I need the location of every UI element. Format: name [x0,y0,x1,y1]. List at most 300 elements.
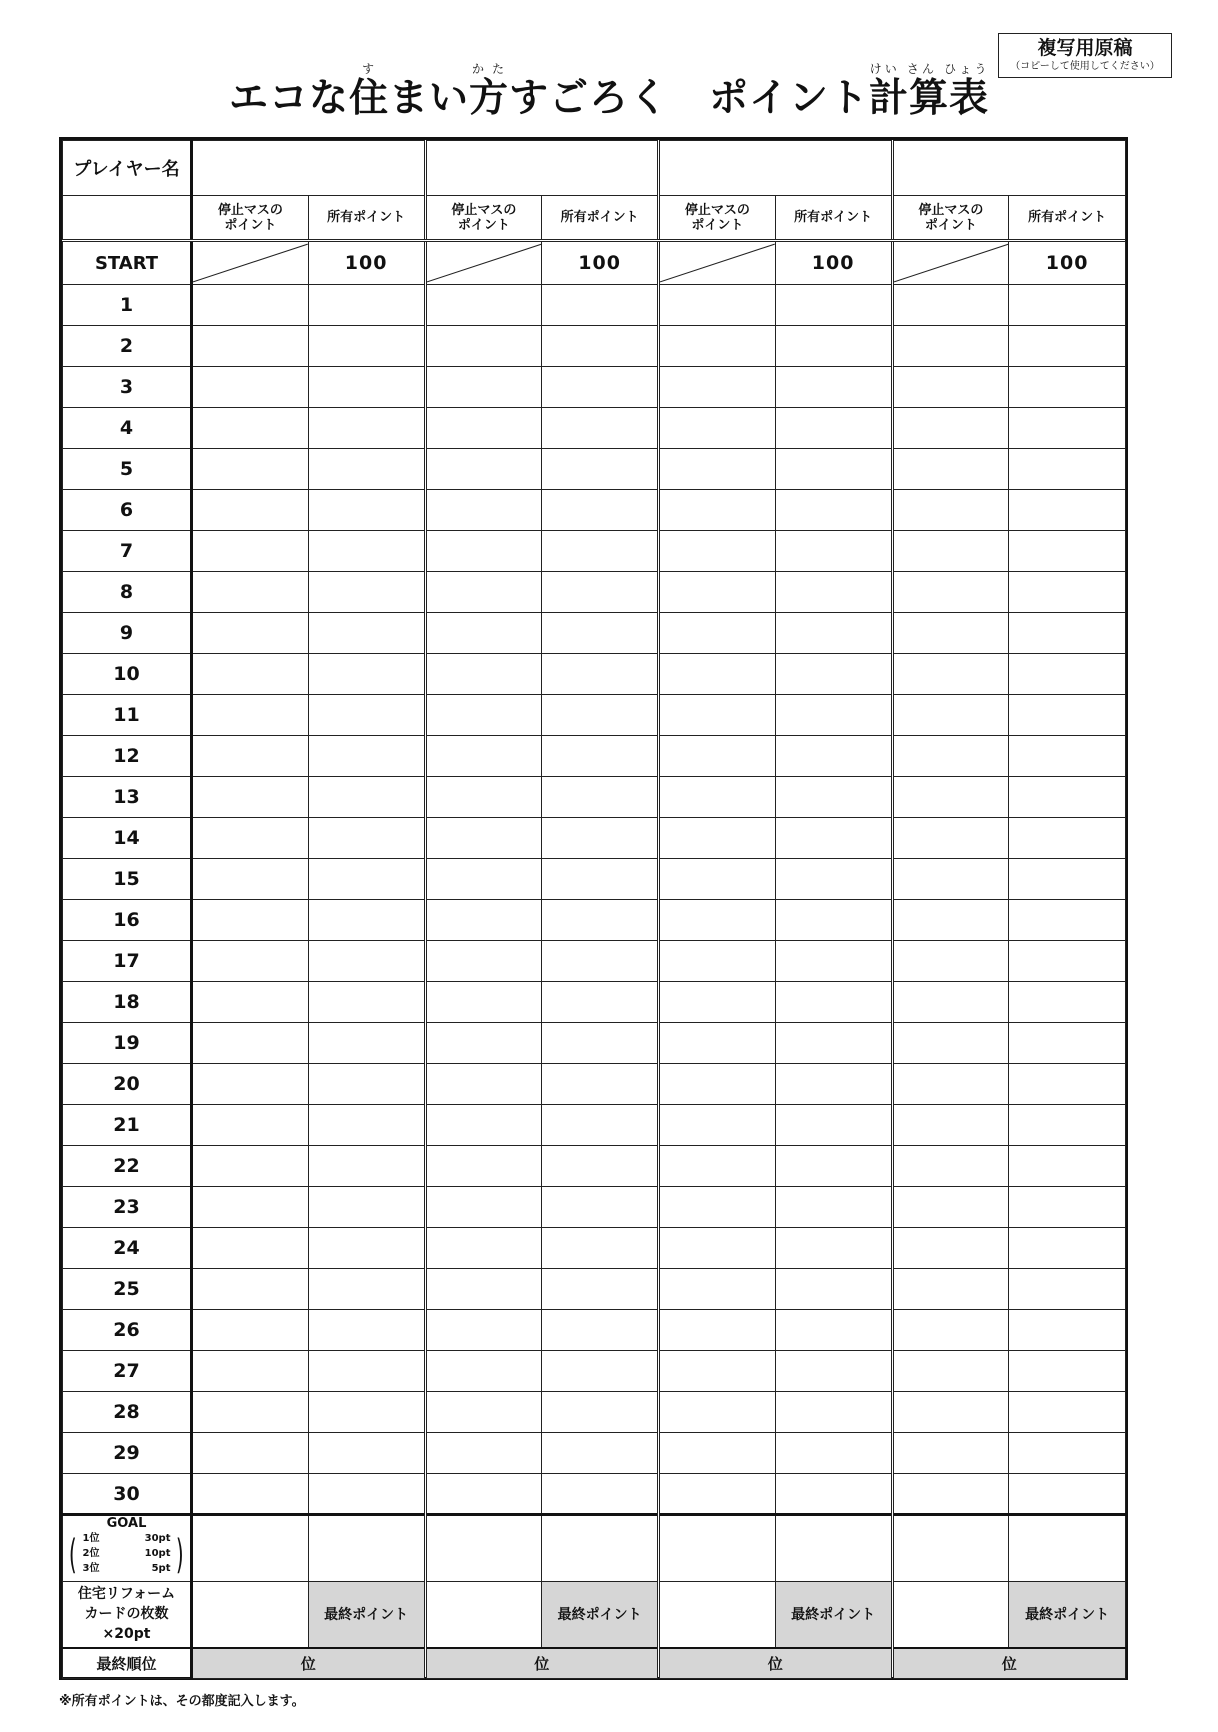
stop-points-cell[interactable] [425,818,542,859]
stop-points-cell[interactable] [892,408,1009,449]
stop-points-cell[interactable] [425,490,542,531]
owned-points-cell[interactable] [308,654,425,695]
stop-points-cell[interactable] [659,1187,776,1228]
owned-points-cell[interactable] [308,1433,425,1474]
stop-points-cell[interactable] [425,1228,542,1269]
owned-points-cell[interactable] [542,900,659,941]
owned-points-cell[interactable] [1009,367,1126,408]
owned-points-cell[interactable] [542,408,659,449]
owned-points-cell[interactable] [542,1351,659,1392]
owned-points-cell[interactable] [1009,1064,1126,1105]
owned-points-cell[interactable] [308,490,425,531]
owned-points-cell[interactable] [1009,900,1126,941]
turn-row [63,1187,1126,1228]
final-points-cell[interactable]: 最終ポイント [775,1582,892,1648]
stop-points-cell[interactable] [425,1269,542,1310]
turn-number: 11 [63,695,192,736]
turn-number: 17 [63,941,192,982]
owned-points-cell[interactable] [542,777,659,818]
stop-points-cell[interactable] [192,531,309,572]
stop-points-cell[interactable] [892,572,1009,613]
stop-points-cell[interactable] [892,941,1009,982]
owned-points-cell[interactable] [775,1228,892,1269]
stop-points-cell[interactable] [659,695,776,736]
stop-points-cell[interactable] [659,1269,776,1310]
owned-points-cell[interactable] [775,900,892,941]
goal-bonus-item: 1位 30pt [82,1532,171,1544]
stop-points-cell[interactable] [659,941,776,982]
stop-points-cell[interactable] [192,1064,309,1105]
final-points-cell[interactable]: 最終ポイント [542,1582,659,1648]
start-row [63,241,1126,285]
stop-points-cell[interactable] [192,1023,309,1064]
goal-stop-cell[interactable] [892,1515,1009,1582]
final-rank-cell[interactable]: 位 [659,1648,893,1679]
owned-points-cell[interactable] [542,1187,659,1228]
owned-points-cell[interactable] [775,1392,892,1433]
header-stop-points: 停止マスの ポイント [192,196,309,241]
final-points-cell[interactable]: 最終ポイント [308,1582,425,1648]
owned-points-cell[interactable] [542,1228,659,1269]
owned-points-cell[interactable] [308,695,425,736]
copy-original-note: （コピーして使用してください） [1010,61,1160,72]
owned-points-cell[interactable] [775,367,892,408]
owned-points-cell[interactable] [775,654,892,695]
owned-points-cell[interactable] [542,285,659,326]
owned-points-cell[interactable] [775,736,892,777]
stop-points-cell[interactable] [192,818,309,859]
stop-points-cell[interactable] [425,695,542,736]
reform-count-cell[interactable] [192,1582,309,1648]
goal-stop-cell[interactable] [659,1515,776,1582]
owned-points-cell[interactable] [775,982,892,1023]
turn-row [63,654,1126,695]
owned-points-cell[interactable] [308,613,425,654]
goal-row [63,1515,1126,1582]
stop-points-cell[interactable] [192,367,309,408]
stop-points-cell[interactable] [659,1351,776,1392]
turn-row [63,1310,1126,1351]
owned-points-cell[interactable] [308,1474,425,1515]
stop-points-cell[interactable] [892,982,1009,1023]
stop-points-cell[interactable] [192,1105,309,1146]
stop-points-cell[interactable] [659,285,776,326]
turn-number: 28 [63,1392,192,1433]
stop-points-cell[interactable] [425,941,542,982]
final-points-cell[interactable]: 最終ポイント [1009,1582,1126,1648]
owned-points-cell[interactable] [542,859,659,900]
stop-points-cell[interactable] [425,777,542,818]
owned-points-cell[interactable] [775,572,892,613]
owned-points-cell[interactable] [775,490,892,531]
owned-points-cell[interactable] [542,736,659,777]
header-stop-points: 停止マスの ポイント [425,196,542,241]
goal-owned-cell[interactable] [1009,1515,1126,1582]
player-name-cell[interactable] [892,141,1126,196]
owned-points-cell[interactable] [775,1474,892,1515]
stop-points-cell[interactable] [659,408,776,449]
stop-points-cell[interactable] [425,654,542,695]
turn-row [63,1433,1126,1474]
turn-row [63,982,1126,1023]
owned-points-cell[interactable] [1009,326,1126,367]
owned-points-cell[interactable] [775,1310,892,1351]
owned-points-cell[interactable] [542,1474,659,1515]
owned-points-cell[interactable] [775,408,892,449]
stop-points-cell[interactable] [425,613,542,654]
stop-points-cell[interactable] [659,1146,776,1187]
stop-points-cell[interactable] [892,285,1009,326]
stop-points-cell[interactable] [192,1433,309,1474]
owned-points-cell[interactable] [775,777,892,818]
owned-points-cell[interactable] [775,1351,892,1392]
turn-number: 13 [63,777,192,818]
owned-points-cell[interactable] [775,613,892,654]
player-name-cell[interactable] [659,141,893,196]
stop-points-cell[interactable] [425,1433,542,1474]
paren-right: ) [176,1531,185,1578]
stop-points-cell[interactable] [192,326,309,367]
stop-points-cell[interactable] [659,1105,776,1146]
stop-points-cell[interactable] [425,531,542,572]
owned-points-cell[interactable] [542,613,659,654]
owned-points-cell[interactable] [308,900,425,941]
owned-points-cell[interactable] [308,736,425,777]
stop-points-cell[interactable] [659,572,776,613]
stop-points-cell[interactable] [659,449,776,490]
owned-points-cell[interactable] [1009,654,1126,695]
stop-points-cell[interactable] [659,367,776,408]
stop-points-cell[interactable] [425,1392,542,1433]
owned-points-cell[interactable] [1009,941,1126,982]
stop-points-cell[interactable] [892,531,1009,572]
stop-points-cell[interactable] [659,818,776,859]
stop-points-cell[interactable] [192,449,309,490]
stop-points-cell[interactable] [425,1187,542,1228]
final-rank-cell[interactable]: 位 [892,1648,1126,1679]
header-stop-points: 停止マスの ポイント [659,196,776,241]
owned-points-cell[interactable] [542,654,659,695]
owned-points-cell[interactable] [542,1023,659,1064]
owned-points-cell[interactable] [308,1269,425,1310]
owned-points-cell[interactable] [1009,1228,1126,1269]
owned-points-cell[interactable] [1009,1269,1126,1310]
stop-points-cell[interactable] [425,1351,542,1392]
owned-points-cell[interactable] [775,326,892,367]
stop-points-cell[interactable] [892,326,1009,367]
goal-stop-cell[interactable] [192,1515,309,1582]
owned-points-cell[interactable] [1009,1146,1126,1187]
stop-points-cell[interactable] [892,1351,1009,1392]
turn-row [63,777,1126,818]
title-part-1: エコな [228,76,349,121]
stop-points-cell[interactable] [425,285,542,326]
owned-points-cell[interactable] [308,285,425,326]
owned-points-cell[interactable] [308,1351,425,1392]
owned-points-cell[interactable] [542,1269,659,1310]
stop-points-cell[interactable] [659,326,776,367]
player-name-cell[interactable] [192,141,426,196]
stop-points-cell[interactable] [425,1474,542,1515]
owned-points-cell[interactable] [308,777,425,818]
stop-points-cell[interactable] [892,900,1009,941]
owned-points-cell[interactable] [308,531,425,572]
stop-points-cell[interactable] [192,613,309,654]
owned-points-cell[interactable] [308,941,425,982]
stop-points-cell[interactable] [892,449,1009,490]
owned-points-cell[interactable] [1009,490,1126,531]
goal-owned-cell[interactable] [775,1515,892,1582]
owned-points-cell[interactable] [308,367,425,408]
owned-points-cell[interactable] [1009,449,1126,490]
stop-points-cell[interactable] [892,859,1009,900]
stop-points-cell[interactable] [659,1310,776,1351]
stop-points-cell[interactable] [192,572,309,613]
header-owned-points: 所有ポイント [1009,196,1126,241]
stop-points-cell[interactable] [892,1105,1009,1146]
stop-points-cell[interactable] [892,1433,1009,1474]
stop-points-cell[interactable] [192,736,309,777]
stop-points-cell[interactable] [192,490,309,531]
owned-points-cell[interactable] [775,1146,892,1187]
stop-points-cell[interactable] [892,1269,1009,1310]
turn-row [63,1228,1126,1269]
owned-points-cell[interactable] [775,1187,892,1228]
stop-points-cell[interactable] [892,1474,1009,1515]
owned-points-cell[interactable] [542,367,659,408]
goal-bonus-list [83,1531,171,1576]
owned-points-cell[interactable] [1009,1474,1126,1515]
stop-points-cell[interactable] [192,285,309,326]
final-rank-cell[interactable]: 位 [425,1648,659,1679]
stop-points-cell[interactable] [659,900,776,941]
stop-points-cell[interactable] [892,1064,1009,1105]
owned-points-cell[interactable] [1009,1187,1126,1228]
stop-points-cell[interactable] [425,449,542,490]
turn-number: 27 [63,1351,192,1392]
stop-points-cell[interactable] [892,736,1009,777]
stop-points-cell[interactable] [425,900,542,941]
turn-row [63,736,1126,777]
owned-points-cell[interactable] [308,1064,425,1105]
stop-points-cell[interactable] [192,408,309,449]
owned-points-cell[interactable] [775,1269,892,1310]
reform-count-cell[interactable] [425,1582,542,1648]
owned-points-cell[interactable] [775,818,892,859]
stop-points-cell[interactable] [892,695,1009,736]
owned-points-cell[interactable] [1009,1392,1126,1433]
stop-points-cell[interactable] [659,1023,776,1064]
owned-points-cell[interactable] [1009,695,1126,736]
turn-row [63,285,1126,326]
goal-bonus-item: 3位 5pt [82,1562,171,1574]
stop-points-cell[interactable] [659,1433,776,1474]
stop-points-cell[interactable] [192,695,309,736]
stop-points-cell[interactable] [425,982,542,1023]
stop-points-cell[interactable] [659,777,776,818]
owned-points-cell[interactable] [775,941,892,982]
stop-points-cell[interactable] [192,777,309,818]
owned-points-cell[interactable] [542,818,659,859]
stop-points-cell[interactable] [892,1023,1009,1064]
owned-points-cell[interactable] [1009,531,1126,572]
stop-points-cell[interactable] [192,982,309,1023]
reform-count-cell[interactable] [892,1582,1009,1648]
stop-points-cell[interactable] [892,490,1009,531]
owned-points-cell[interactable] [308,1187,425,1228]
owned-points-cell[interactable] [775,531,892,572]
stop-points-cell[interactable] [425,1023,542,1064]
turn-number: 10 [63,654,192,695]
owned-points-cell[interactable] [542,1105,659,1146]
owned-points-cell[interactable] [542,941,659,982]
turn-number: 24 [63,1228,192,1269]
owned-points-cell[interactable] [308,449,425,490]
stop-points-cell[interactable] [425,736,542,777]
owned-points-cell[interactable] [308,982,425,1023]
stop-points-cell[interactable] [192,1187,309,1228]
final-rank-label: 最終順位 [63,1648,192,1679]
owned-points-cell[interactable] [542,326,659,367]
stop-points-cell[interactable] [892,613,1009,654]
page-title [0,62,1218,123]
stop-points-cell[interactable] [659,613,776,654]
stop-points-cell[interactable] [192,1474,309,1515]
owned-points-cell[interactable] [775,859,892,900]
stop-points-cell[interactable] [659,736,776,777]
stop-points-cell[interactable] [659,1228,776,1269]
stop-points-cell[interactable] [425,367,542,408]
owned-points-cell[interactable] [542,1064,659,1105]
owned-points-cell[interactable] [1009,777,1126,818]
stop-points-cell[interactable] [892,818,1009,859]
final-rank-cell[interactable]: 位 [192,1648,426,1679]
owned-points-cell[interactable] [308,326,425,367]
stop-points-cell[interactable] [892,654,1009,695]
stop-points-cell[interactable] [425,859,542,900]
stop-points-cell[interactable] [192,1228,309,1269]
reform-count-cell[interactable] [659,1582,776,1648]
owned-points-cell[interactable] [308,859,425,900]
owned-points-cell[interactable] [542,1310,659,1351]
stop-points-cell[interactable] [659,654,776,695]
owned-points-cell[interactable] [1009,1433,1126,1474]
stop-points-cell[interactable] [892,1228,1009,1269]
owned-points-cell[interactable] [308,1023,425,1064]
owned-points-cell[interactable] [1009,1105,1126,1146]
player-name-cell[interactable] [425,141,659,196]
owned-points-cell[interactable] [542,531,659,572]
turn-row [63,818,1126,859]
owned-points-cell[interactable] [775,285,892,326]
stop-points-cell[interactable] [892,1310,1009,1351]
owned-points-cell[interactable] [775,449,892,490]
owned-points-cell[interactable] [775,1023,892,1064]
stop-points-cell[interactable] [425,1310,542,1351]
owned-points-cell[interactable] [308,572,425,613]
owned-points-cell[interactable] [1009,859,1126,900]
goal-owned-cell[interactable] [542,1515,659,1582]
owned-points-cell[interactable] [542,490,659,531]
stop-points-cell[interactable] [192,1351,309,1392]
turn-row [63,1023,1126,1064]
stop-points-cell[interactable] [659,1474,776,1515]
owned-points-cell[interactable] [1009,982,1126,1023]
owned-points-cell[interactable] [308,408,425,449]
stop-points-cell[interactable] [192,1146,309,1187]
stop-points-cell[interactable] [659,859,776,900]
owned-points-cell[interactable] [542,572,659,613]
owned-points-cell[interactable] [308,1228,425,1269]
stop-points-cell[interactable] [659,1392,776,1433]
owned-points-cell[interactable] [542,1146,659,1187]
stop-points-cell[interactable] [425,1146,542,1187]
stop-points-cell[interactable] [659,531,776,572]
stop-points-cell[interactable] [892,777,1009,818]
stop-points-cell[interactable] [892,1187,1009,1228]
owned-points-cell[interactable] [775,695,892,736]
stop-points-cell[interactable] [425,572,542,613]
owned-points-cell[interactable] [308,1310,425,1351]
stop-points-cell[interactable] [425,408,542,449]
owned-points-cell[interactable] [1009,408,1126,449]
owned-points-cell[interactable] [308,1105,425,1146]
owned-points-cell[interactable] [775,1433,892,1474]
owned-points-cell[interactable] [1009,1351,1126,1392]
stop-points-cell[interactable] [892,367,1009,408]
owned-points-cell[interactable] [1009,572,1126,613]
stop-points-cell[interactable] [425,326,542,367]
owned-points-cell[interactable] [1009,736,1126,777]
owned-points-cell[interactable] [542,1433,659,1474]
owned-points-cell[interactable] [1009,1023,1126,1064]
stop-points-cell[interactable] [659,982,776,1023]
goal-stop-cell[interactable] [425,1515,542,1582]
stop-points-cell[interactable] [659,1064,776,1105]
stop-points-cell[interactable] [192,859,309,900]
stop-points-cell[interactable] [192,1392,309,1433]
stop-points-cell[interactable] [425,1064,542,1105]
owned-points-cell[interactable] [542,695,659,736]
owned-points-cell[interactable] [1009,818,1126,859]
stop-points-cell[interactable] [892,1146,1009,1187]
stop-points-cell[interactable] [192,654,309,695]
owned-points-cell[interactable] [1009,285,1126,326]
goal-owned-cell[interactable] [308,1515,425,1582]
owned-points-cell[interactable] [1009,613,1126,654]
owned-points-cell[interactable] [308,1392,425,1433]
stop-points-cell[interactable] [192,900,309,941]
stop-points-cell[interactable] [192,1269,309,1310]
column-header-row [63,196,1126,241]
owned-points-cell[interactable] [308,1146,425,1187]
turn-number: 4 [63,408,192,449]
owned-points-cell[interactable] [542,982,659,1023]
stop-points-cell[interactable] [892,1392,1009,1433]
owned-points-cell[interactable] [775,1105,892,1146]
stop-points-cell[interactable] [659,490,776,531]
stop-points-cell[interactable] [425,1105,542,1146]
owned-points-cell[interactable] [542,1392,659,1433]
owned-points-cell[interactable] [542,449,659,490]
owned-points-cell[interactable] [1009,1310,1126,1351]
stop-points-cell[interactable] [192,941,309,982]
start-owned-value: 100 [308,241,425,285]
point-table [62,140,1126,1679]
owned-points-cell[interactable] [775,1064,892,1105]
stop-points-cell[interactable] [192,1310,309,1351]
owned-points-cell[interactable] [308,818,425,859]
